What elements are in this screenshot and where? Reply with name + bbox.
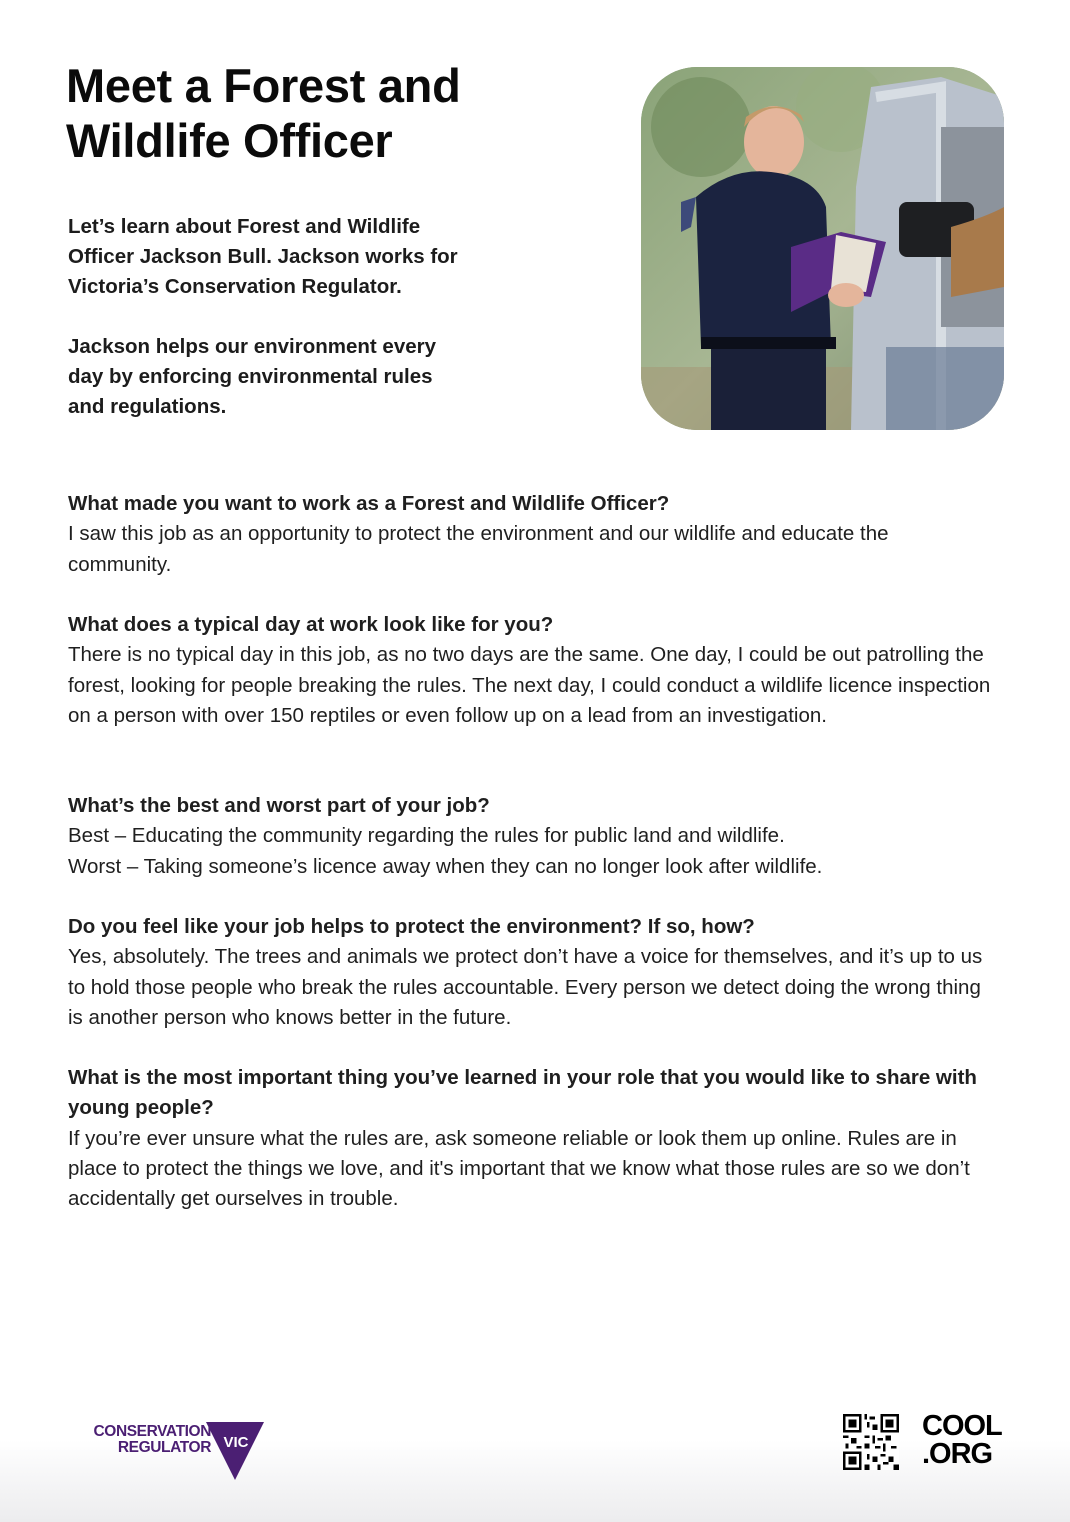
cool-org-line-2: .ORG (922, 1438, 993, 1470)
answer-4: Yes, absolutely. The trees and animals we protect don’t have a voice for themselves, and it’s up to us to hold those people who break the rules accountable. Every person we detect doing the wrong thing is another person who knows better in the future. (68, 945, 983, 1029)
vic-triangle-icon (206, 1420, 266, 1482)
title-line-1: Meet a Forest and (66, 59, 461, 112)
qa-block-3 (68, 791, 1018, 882)
cool-org-logo (922, 1412, 1002, 1468)
answer-3-best: Best – Educating the community regarding the rules for public land and wildlife. (68, 824, 785, 848)
page-title (66, 58, 546, 168)
question-5: What is the most important thing you’ve learned in your role that you would like to share with young people? (68, 1066, 977, 1120)
answer-2: There is no typical day in this job, as no two days are the same. One day, I could be out patrolling the forest, looking for people breaking the rules. The next day, I could conduct a wildlife licence inspection on a person with over 150 reptiles or even follow up on a lead from an investigation. (68, 643, 991, 727)
intro-paragraph-1: Let’s learn about Forest and Wildlife Officer Jackson Bull. Jackson works for Victoria’s Conservation Regulator. (68, 215, 458, 298)
conservation-regulator-wordmark: CONSERVATION REGULATOR (93, 1423, 211, 1456)
officer-photo-illustration (641, 67, 1004, 430)
question-4: Do you feel like your job helps to protect the environment? If so, how? (68, 915, 755, 938)
question-3: What’s the best and worst part of your job? (68, 794, 490, 817)
intro-paragraph-2: Jackson helps our environment every day by enforcing environmental rules and regulations. (68, 335, 436, 418)
qa-block-5 (68, 1063, 1018, 1214)
answer-1: I saw this job as an opportunity to protect the environment and our wildlife and educate the community. (68, 522, 889, 576)
title-line-2: Wildlife Officer (66, 114, 393, 167)
answer-3-worst: Worst – Taking someone’s licence away when they can no longer look after wildlife. (68, 854, 823, 878)
qa-block-1 (68, 489, 1018, 580)
officer-photo (641, 67, 1004, 430)
answer-5: If you’re ever unsure what the rules are, ask someone reliable or look them up online. Rules are in place to protect the things we love, and it's important that we know what those rules are so we don’t accidentally get ourselves in trouble. (68, 1126, 970, 1211)
question-2: What does a typical day at work look like for you? (68, 613, 554, 636)
intro-section (68, 212, 468, 452)
question-1: What made you want to work as a Forest and Wildlife Officer? (68, 492, 670, 515)
qa-block-2 (68, 610, 1018, 731)
svg-text:VIC: VIC (223, 1434, 249, 1451)
qa-block-4 (68, 912, 1018, 1033)
qr-code-icon[interactable] (843, 1414, 899, 1470)
conservation-regulator-logo (68, 1420, 268, 1484)
cool-org-line-1: COOL (922, 1410, 1002, 1442)
